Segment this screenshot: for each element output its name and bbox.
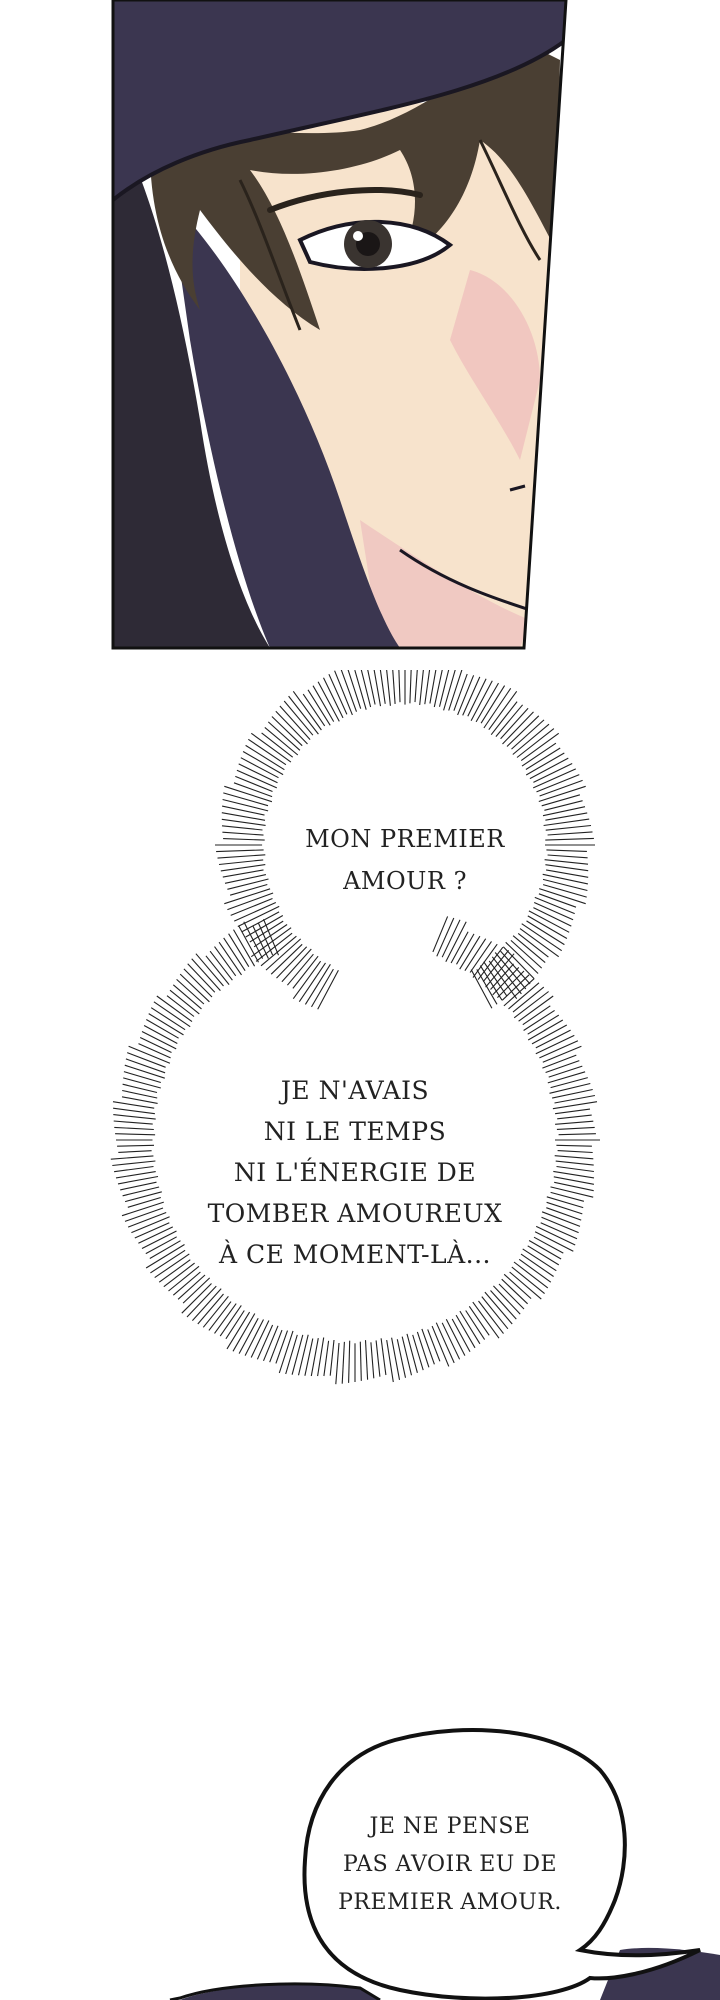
hatch-line (542, 1212, 580, 1227)
hatch-line (324, 1341, 329, 1376)
hatch-line (520, 929, 559, 957)
hatch-line (479, 1301, 504, 1334)
hatch-line (398, 670, 400, 702)
hatch-line (118, 1151, 151, 1153)
thought-bubbles (0, 670, 720, 1430)
hatch-line (366, 1340, 368, 1380)
hatch-line (522, 743, 556, 766)
hatch-line (514, 992, 548, 1018)
hatch-line (559, 1134, 596, 1135)
hatch-line (473, 1302, 499, 1338)
hatch-line (387, 1340, 394, 1382)
hatch-line (417, 1332, 429, 1367)
hatch-line (336, 1343, 339, 1384)
hatch-line (557, 1167, 594, 1172)
hatch-line (196, 954, 224, 986)
hatch-line (299, 963, 325, 1002)
hatch-line (223, 800, 269, 811)
hatch-line (422, 1329, 435, 1364)
hatch-line (216, 850, 264, 852)
hatch-line (222, 832, 263, 835)
hatch-line (557, 1115, 592, 1119)
hatch-line (223, 839, 265, 841)
hatch-line (282, 949, 311, 982)
hatch-line (155, 1254, 190, 1278)
hatch-line (227, 1312, 250, 1349)
hatch-line (128, 1198, 161, 1208)
hatch-line (114, 1167, 153, 1172)
hatch-line (392, 670, 395, 704)
hatch-line (410, 670, 412, 703)
hatch-line (257, 1325, 272, 1359)
hatch-line (556, 1145, 592, 1146)
hatch-line (146, 1245, 184, 1269)
hatch-line (222, 826, 263, 830)
hatch-line (248, 739, 286, 764)
hatch-line (504, 979, 534, 1006)
hatch-line (268, 722, 300, 750)
hatch-line (415, 670, 418, 702)
hatch-line (293, 961, 320, 999)
hatch-line (188, 964, 215, 993)
hatch-line (114, 1127, 154, 1129)
hatch-line (265, 727, 298, 755)
hatch-line (279, 1331, 293, 1373)
hatch-line (519, 996, 554, 1021)
hatch-line (230, 885, 267, 896)
hatch-line (407, 1334, 417, 1373)
hatch-line (555, 1156, 594, 1159)
hatch-line (276, 711, 308, 744)
hatch-line (218, 855, 266, 858)
hatch-line (318, 970, 339, 1009)
hatch-line (489, 691, 517, 729)
hatch-line (434, 670, 444, 707)
hatch-line (558, 1151, 593, 1153)
hatch-line (192, 959, 221, 991)
hatch-line (266, 939, 301, 970)
hatch-line (547, 1197, 583, 1208)
hatch-line (113, 1102, 154, 1109)
hatch-line (513, 987, 544, 1012)
hatch-line (555, 1121, 593, 1124)
hatch-line (227, 879, 268, 889)
hatch-line (198, 1294, 224, 1324)
hatch-line (513, 724, 549, 754)
hatch-line (482, 1297, 508, 1329)
hatch-line (125, 1065, 165, 1078)
hatch-line (507, 716, 539, 747)
hatch-line (187, 1286, 216, 1317)
hatch-line (117, 1145, 154, 1146)
hatch-line (526, 753, 564, 775)
hatch-line (111, 1156, 154, 1159)
hatch-line (534, 1237, 563, 1253)
hatch-line (140, 1038, 171, 1053)
hatch-line (425, 670, 431, 704)
hatch-line (543, 885, 587, 898)
hatch-line (311, 1338, 318, 1376)
hatch-line (128, 1213, 166, 1228)
hatch-line (381, 1338, 386, 1375)
hatch-line (125, 1192, 162, 1202)
hatch-line (512, 720, 545, 749)
hatch-line (270, 1330, 282, 1362)
hatch-line (330, 1340, 334, 1376)
hatch-line (542, 1217, 579, 1232)
hatch-line (548, 855, 588, 858)
thought-bubble-2-text: JE N'AVAIS NI LE TEMPS NI L'ÉNERGIE DE TOMBER AMOUREUX À CE MOMENT-LÀ... (207, 1076, 503, 1269)
hatch-line (521, 733, 559, 760)
hatch-line (518, 933, 548, 957)
hatch-line (349, 1341, 350, 1383)
hatch-line (548, 1072, 585, 1083)
thought-bubble-1-text: MON PREMIER AMOUR ? (305, 825, 505, 895)
hatch-line (545, 865, 588, 871)
hatch-line (126, 1059, 165, 1073)
hatch-line (481, 686, 505, 724)
hatch-line (544, 819, 590, 825)
hatch-line (355, 670, 366, 710)
hatch-line (511, 940, 542, 968)
hatch-line (546, 850, 587, 852)
hatch-line (496, 705, 523, 737)
hatch-line (546, 826, 591, 831)
hatch-line (527, 921, 565, 945)
hatch-line (127, 1053, 165, 1068)
hatch-line (510, 1272, 542, 1299)
hatch-line (545, 860, 588, 865)
hatch-line (556, 1161, 594, 1165)
hatch-line (553, 1102, 597, 1109)
hatch-line (246, 745, 285, 769)
hatch-line (551, 1078, 588, 1088)
hatch-line (545, 838, 594, 840)
hatch-line (497, 971, 524, 998)
hatch-line (318, 1338, 324, 1377)
hatch-line (125, 1208, 163, 1221)
hatch-line (546, 1061, 580, 1073)
hatch-line (546, 1208, 581, 1220)
hatch-line (555, 1109, 590, 1114)
hatch-line (342, 1342, 344, 1384)
hatch-line (284, 701, 313, 735)
hatch-line (547, 1202, 583, 1214)
hatch-line (293, 691, 321, 730)
hatch-line (513, 936, 545, 963)
hatch-line (379, 670, 385, 704)
hatch-line (192, 1289, 221, 1321)
hatch-line (542, 1055, 576, 1068)
hatch-line (484, 688, 511, 728)
hatch-line (287, 954, 313, 985)
hatch-line (539, 894, 576, 907)
hatch-line (184, 969, 212, 997)
hatch-line (549, 1066, 583, 1077)
hatch-line (367, 670, 375, 705)
hatch-line (276, 1331, 288, 1364)
hatch-line (264, 1326, 279, 1361)
hatch-line (122, 1202, 164, 1216)
hatch-line (501, 708, 528, 739)
hatch-line (234, 783, 272, 797)
hatch-line (292, 1335, 303, 1375)
hatch-line (114, 1121, 153, 1124)
hatch-line (113, 1108, 155, 1114)
hatch-line (413, 1335, 424, 1370)
hatch-line (280, 706, 310, 740)
hatch-line (493, 1286, 520, 1314)
hatch-line (286, 1335, 298, 1374)
hatch-line (219, 860, 263, 865)
hatch-line (123, 1078, 161, 1088)
hatch-line (277, 947, 307, 978)
hatch-line (433, 916, 448, 952)
hatch-line (454, 674, 467, 711)
hatch-line (420, 670, 425, 705)
hatch-line (113, 1115, 155, 1120)
hatch-line (116, 1172, 156, 1178)
hatch-line (386, 670, 391, 706)
hatch-line (124, 1072, 161, 1083)
hatch-line (223, 793, 268, 806)
hatch-line (222, 819, 266, 825)
hatch-line (157, 996, 192, 1022)
hatch-line (551, 1187, 594, 1197)
hatch-line (517, 729, 554, 758)
hatch-line (308, 690, 330, 726)
hatch-line (251, 733, 291, 762)
hatch-line (491, 702, 517, 735)
hatch-line (293, 956, 318, 988)
hatch-line (243, 752, 283, 775)
hatch-line (522, 924, 562, 951)
hatch-line (542, 795, 580, 806)
hatch-line (135, 1223, 170, 1238)
hatch-line (476, 683, 498, 722)
hatch-line (553, 1171, 594, 1178)
hatch-line (112, 1161, 155, 1166)
hatch-line (154, 1002, 190, 1027)
hatch-line (221, 865, 265, 871)
comic-panel (0, 0, 720, 660)
hatch-line (180, 974, 209, 1002)
hatch-line (528, 916, 567, 939)
hatch-line (376, 1340, 380, 1376)
hatch-line (139, 1044, 171, 1058)
hatch-line (503, 712, 534, 744)
hatch-line (491, 1291, 517, 1320)
hatch-line (182, 1284, 212, 1314)
hatch-line (548, 832, 593, 835)
hatch-line (371, 1342, 374, 1378)
hatch-line (272, 717, 302, 746)
hatch-line (543, 879, 587, 890)
hatch-line (557, 1127, 595, 1129)
hatch-line (115, 1134, 155, 1135)
hatch-line (203, 1296, 228, 1327)
hatch-line (428, 1329, 440, 1361)
hatch-line (305, 964, 330, 1004)
hatch-line (485, 1292, 512, 1324)
speech-bubble-text: JE NE PENSE PAS AVOIR EU DE PREMIER AMOUR. (338, 1814, 562, 1915)
hatch-line (262, 733, 293, 757)
hatch-line (122, 1097, 158, 1104)
hatch-line (360, 1342, 361, 1381)
